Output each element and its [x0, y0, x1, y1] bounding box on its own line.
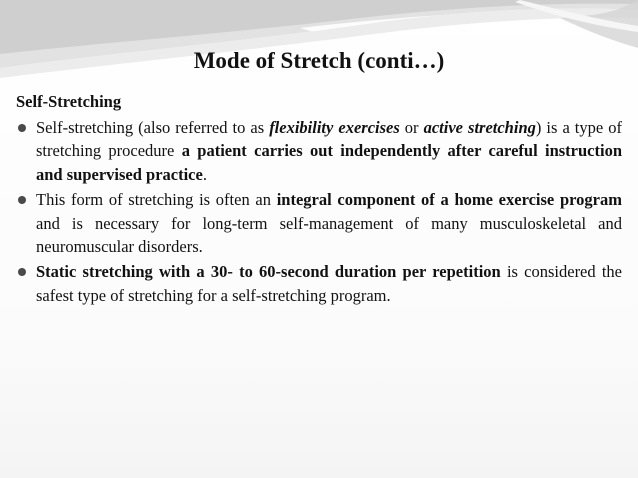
bullet-list [16, 116, 622, 307]
bullet-item [16, 188, 622, 258]
bullet-dot-icon [18, 124, 26, 132]
bullet-text: Static stretching with a 30- to 60-second duration per repetition is considered the safest type of stretching for a self-stretching program. [36, 262, 623, 305]
bullet-text: This form of stretching is often an integral component of a home exercise program and is necessary for long-term self-management of many musculoskeletal and neuromuscular disorders. [36, 190, 622, 257]
bullet-item [16, 260, 622, 307]
bullet-text: Self-stretching (also referred to as flexibility exercises or active stretching) is a type of stretching procedure a patient carries out independently after careful instruction and supervised practice. [36, 118, 622, 184]
slide-title: Mode of Stretch (conti…) [193, 48, 445, 73]
bullet-dot-icon [18, 196, 26, 204]
bullet-item [16, 116, 622, 186]
slide-body [16, 91, 622, 309]
bullet-dot-icon [18, 268, 26, 276]
section-subheading: Self-Stretching [16, 92, 122, 111]
